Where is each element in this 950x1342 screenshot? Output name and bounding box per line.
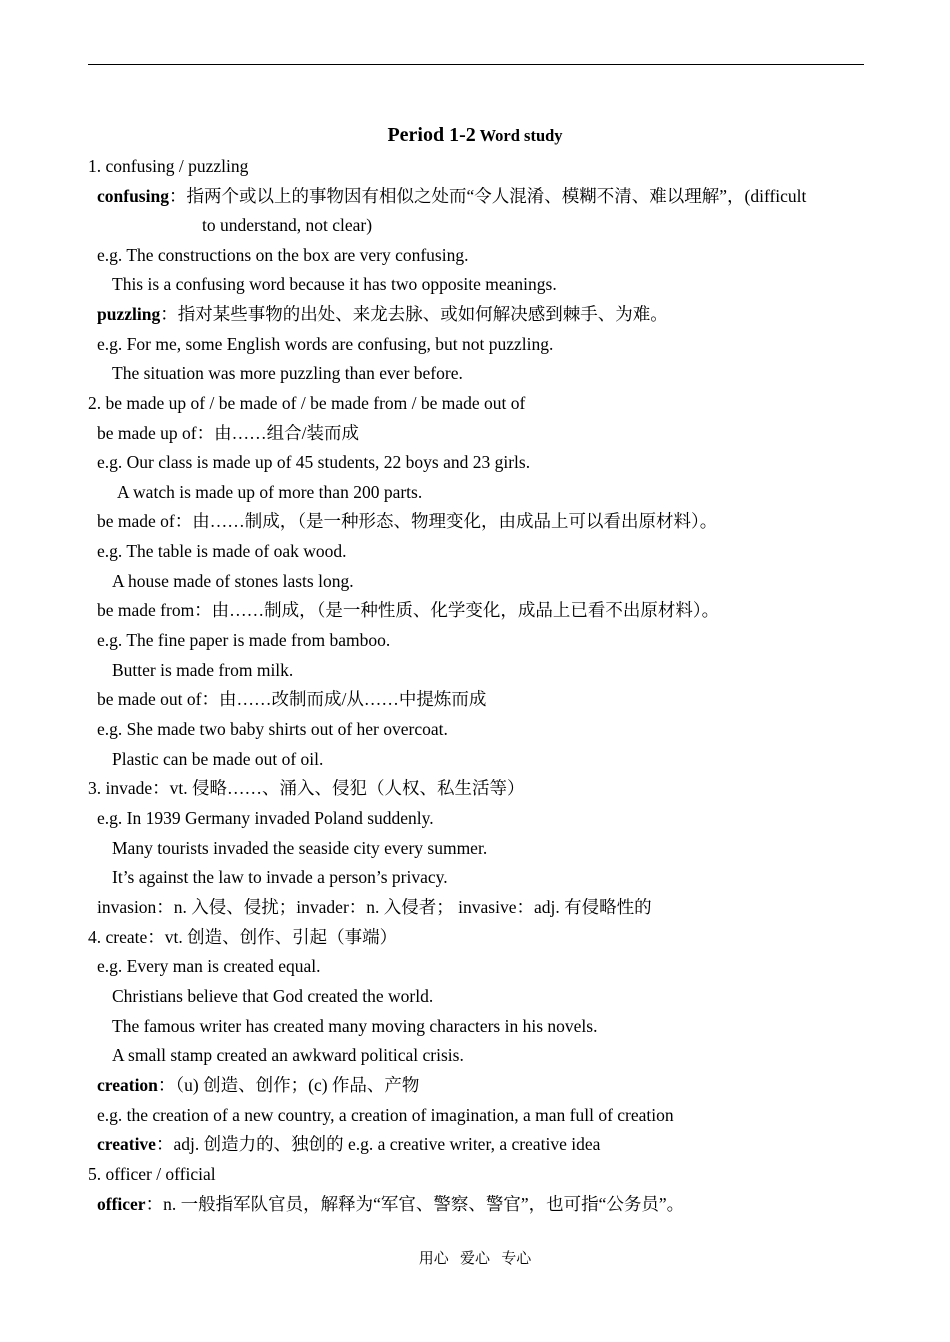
example-line: Christians believe that God created the world.	[112, 986, 434, 1006]
example-line: e.g. Every man is created equal.	[97, 956, 321, 976]
title-main: Period 1-2	[387, 124, 476, 146]
heading-2: 2. be made up of / be made of / be made from / be made out of	[88, 393, 526, 413]
page-title	[0, 124, 950, 147]
definition-line: creation：（u) 创造、创作；(c) 作品、产物	[97, 1075, 420, 1095]
example-line: It’s against the law to invade a person’s privacy.	[112, 867, 448, 887]
page-footer: 用心 爱心 专心	[418, 1251, 532, 1267]
example-line: e.g. The constructions on the box are very confusing.	[97, 245, 469, 265]
definition-line: be made out of：由……改制而成/从……中提炼而成	[97, 689, 487, 709]
example-line: e.g. The fine paper is made from bamboo.	[97, 630, 391, 650]
definition-continuation: to understand, not clear)	[202, 215, 373, 235]
example-line: e.g. She made two baby shirts out of her overcoat.	[97, 719, 448, 739]
example-line: e.g. Our class is made up of 45 students, 22 boys and 23 girls.	[97, 452, 531, 472]
definition-line: creative：adj. 创造力的、独创的 e.g. a creative writer, a creative idea	[97, 1134, 601, 1154]
example-line: A house made of stones lasts long.	[112, 571, 354, 591]
derivatives-line: invasion：n. 入侵、侵扰；invader：n. 入侵者； invasive：adj. 有侵略性的	[97, 897, 652, 917]
example-line: A watch is made up of more than 200 parts.	[117, 482, 423, 502]
heading-4: 4. create：vt. 创造、创作、引起（事端）	[88, 927, 398, 947]
header-rule	[88, 64, 864, 65]
definition-line: confusing：指两个或以上的事物因有相似之处而“令人混淆、模糊不清、难以理解”，(difficult	[97, 186, 807, 206]
definition-line: be made from：由……制成，（是一种性质、化学变化，成品上已看不出原材料）。	[97, 600, 720, 620]
example-line: Plastic can be made out of oil.	[112, 749, 324, 769]
title-sub: Word study	[475, 126, 563, 145]
example-line: The situation was more puzzling than ever before.	[112, 363, 463, 383]
example-line: Butter is made from milk.	[112, 660, 294, 680]
heading-3: 3. invade：vt. 侵略……、涌入、侵犯（人权、私生活等）	[88, 778, 525, 798]
example-line: Many tourists invaded the seaside city every summer.	[112, 838, 488, 858]
example-line: A small stamp created an awkward political crisis.	[112, 1045, 464, 1065]
example-line: e.g. The table is made of oak wood.	[97, 541, 347, 561]
example-line: e.g. In 1939 Germany invaded Poland suddenly.	[97, 808, 434, 828]
example-line: e.g. the creation of a new country, a creation of imagination, a man full of creation	[97, 1105, 674, 1125]
definition-line: puzzling：指对某些事物的出处、来龙去脉、或如何解决感到棘手、为难。	[97, 304, 668, 324]
heading-1: 1. confusing / puzzling	[88, 156, 249, 176]
definition-line: be made up of：由……组合/装而成	[97, 423, 359, 443]
example-line: The famous writer has created many moving characters in his novels.	[112, 1016, 598, 1036]
example-line: e.g. For me, some English words are confusing, but not puzzling.	[97, 334, 554, 354]
definition-line: officer：n. 一般指军队官员，解释为“军官、警察、警官”，也可指“公务员”。	[97, 1194, 685, 1214]
heading-5: 5. officer / official	[88, 1164, 216, 1184]
example-line: This is a confusing word because it has two opposite meanings.	[112, 274, 557, 294]
definition-line: be made of：由……制成，（是一种形态、物理变化，由成品上可以看出原材料）。	[97, 511, 718, 531]
